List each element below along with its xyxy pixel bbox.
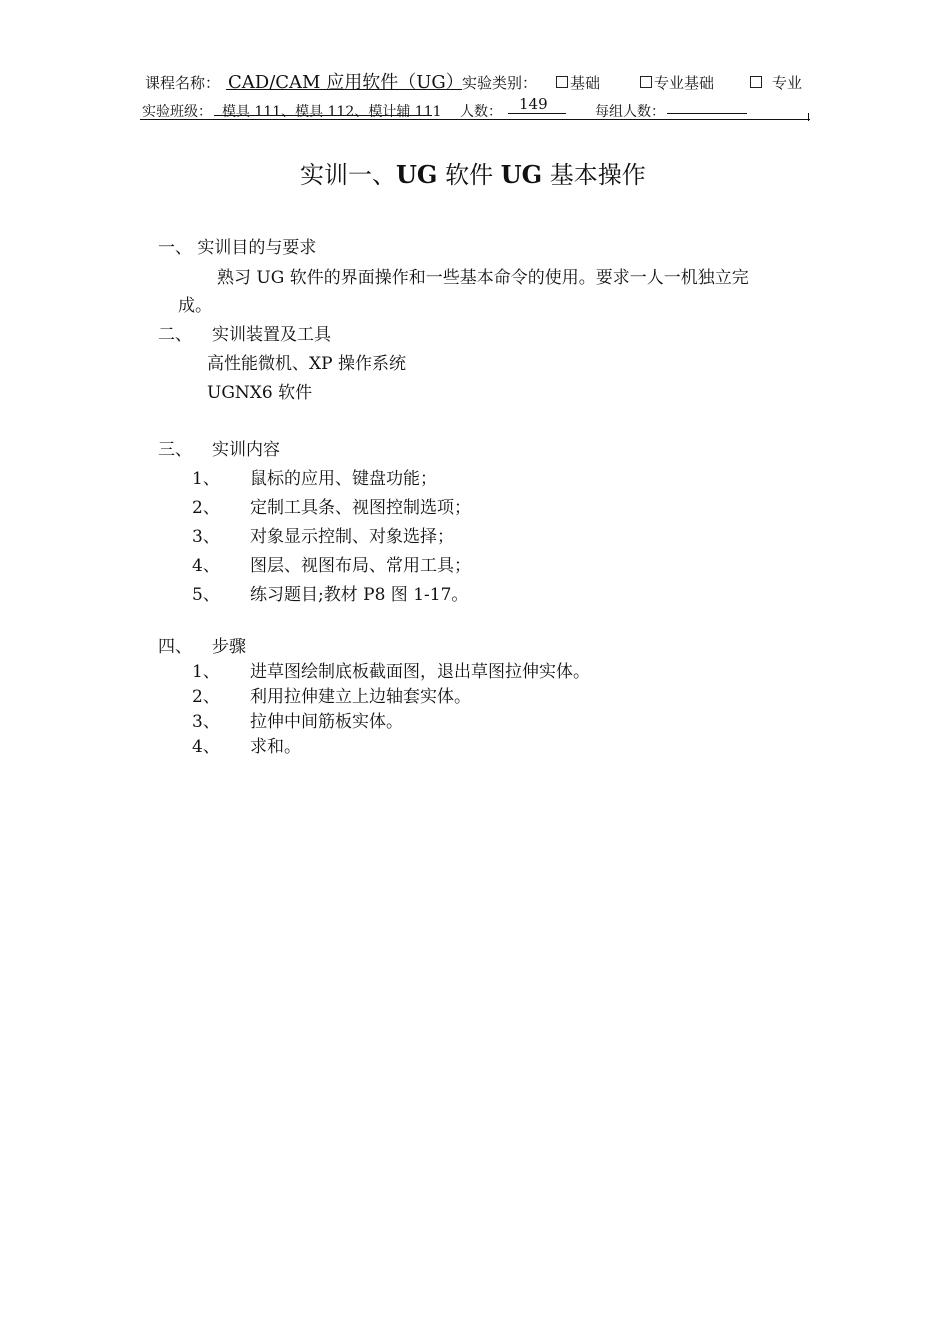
list-item: 定制工具条、视图控制选项； bbox=[250, 498, 471, 518]
option-professional: 专业 bbox=[750, 72, 802, 93]
section2-number: 二、 bbox=[158, 325, 192, 345]
list-item-number: 3、 bbox=[192, 527, 220, 547]
section3-heading: 实训内容 bbox=[212, 440, 280, 460]
option-professional-basic: 专业基础 bbox=[640, 72, 714, 93]
class-label: 实验班级： bbox=[142, 104, 212, 120]
header-rule-tick bbox=[808, 113, 809, 121]
checkbox-icon bbox=[750, 76, 762, 88]
section4-number: 四、 bbox=[158, 637, 192, 657]
class-underline bbox=[214, 115, 432, 116]
list-item: 鼠标的应用、键盘功能； bbox=[250, 469, 437, 489]
list-item-number: 4、 bbox=[192, 737, 220, 757]
course-label: 课程名称： bbox=[145, 74, 221, 92]
checkbox-icon bbox=[640, 76, 652, 88]
list-item-number: 1、 bbox=[192, 662, 220, 682]
count-label: 人数： bbox=[460, 104, 502, 120]
list-item-number: 2、 bbox=[192, 498, 220, 518]
section1-line2: 成。 bbox=[178, 296, 212, 316]
list-item: 进草图绘制底板截面图，退出草图拉伸实体。 bbox=[250, 662, 590, 682]
list-item-number: 3、 bbox=[192, 712, 220, 732]
section1-line1: 熟习 UG 软件的界面操作和一些基本命令的使用。要求一人一机独立完 bbox=[217, 268, 749, 288]
list-item: 练习题目;教材 P8 图 1-17。 bbox=[250, 585, 469, 605]
course-value: CAD/CAM 应用软件（UG） bbox=[228, 72, 464, 93]
list-item: 拉伸中间筋板实体。 bbox=[250, 712, 403, 732]
count-value: 149 bbox=[519, 95, 548, 113]
list-item: 图层、视图布局、常用工具； bbox=[250, 556, 471, 576]
class-value: 模具 111、模具 112、模计辅 111 bbox=[222, 104, 442, 120]
course-underline bbox=[226, 89, 462, 90]
list-item: 对象显示控制、对象选择； bbox=[250, 527, 454, 547]
page-title: 实训一、UG 软件 UG 基本操作 bbox=[300, 160, 646, 189]
category-label: 实验类别： bbox=[462, 74, 538, 92]
list-item: 利用拉伸建立上边轴套实体。 bbox=[250, 687, 471, 707]
section4-heading: 步骤 bbox=[212, 637, 246, 657]
section2-heading: 实训装置及工具 bbox=[212, 325, 331, 345]
section2-item: UGNX6 软件 bbox=[207, 383, 313, 403]
section3-number: 三、 bbox=[158, 440, 192, 460]
list-item-number: 4、 bbox=[192, 556, 220, 576]
group-underline bbox=[667, 113, 747, 114]
option-basic: 基础 bbox=[556, 72, 600, 93]
header-rule bbox=[140, 119, 810, 120]
checkbox-icon bbox=[556, 76, 568, 88]
count-underline bbox=[508, 113, 566, 114]
list-item-number: 1、 bbox=[192, 469, 220, 489]
list-item-number: 2、 bbox=[192, 687, 220, 707]
group-label: 每组人数： bbox=[595, 104, 665, 120]
list-item-number: 5、 bbox=[192, 585, 220, 605]
section2-item: 高性能微机、XP 操作系统 bbox=[207, 354, 406, 374]
section1-heading: 一、 实训目的与要求 bbox=[158, 238, 317, 258]
list-item: 求和。 bbox=[250, 737, 301, 757]
